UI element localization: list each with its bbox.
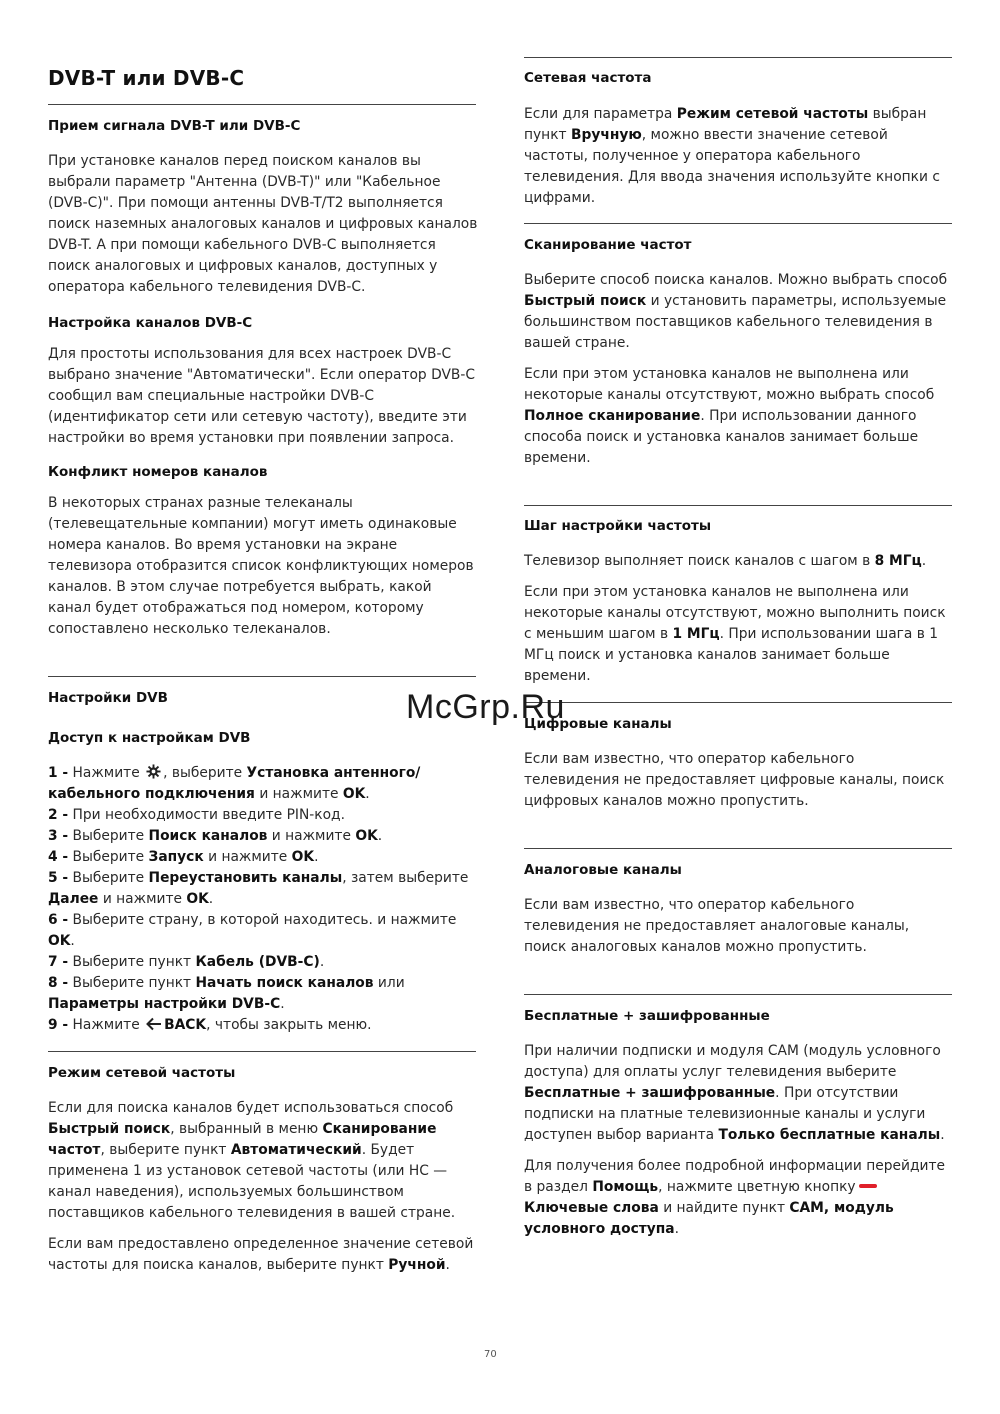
analog-text: Если вам известно, что оператор кабельного телевидения не предоставляет аналоговые каналы, поиск аналоговых каналов можно пропустить. xyxy=(524,897,910,955)
divider xyxy=(48,676,476,677)
divider xyxy=(524,848,952,849)
divider xyxy=(524,505,952,506)
scan-p2: Если при этом установка каналов не выполнена или некоторые каналы отсутствуют, можно выбрать способ Полное сканирование. При использовании данного способа поиск и установка каналов занимает больше времени. xyxy=(524,366,935,466)
step-heading: Шаг настройки частоты xyxy=(524,518,712,534)
setup-text: Для простоты использования для всех настроек DVB-C выбрано значение "Автоматически". Если оператор DVB-C сообщил вам специальные настройки DVB-C (идентификатор сети или сетевую частоту), введите эти настройки во время установки при появлении запроса. xyxy=(48,346,475,446)
step-p1: Телевизор выполняет поиск каналов с шагом в 8 МГц. xyxy=(524,553,927,569)
step-2: 2 - При необходимости введите PIN-код. xyxy=(48,807,345,823)
digital-heading: Цифровые каналы xyxy=(524,716,672,732)
step-p2: Если при этом установка каналов не выполнена или некоторые каналы отсутствуют, можно выполнить поиск с меньшим шагом в 1 МГц. При использовании шага в 1 МГц поиск и установка каналов занимает больше времени. xyxy=(524,584,946,684)
free-p1: При наличии подписки и модуля CAM (модуль условного доступа) для оплаты услуг телевидения выберите Бесплатные + зашифрованные. При отсутствии подписки на платные телевизионные каналы и услуги доступен выбор варианта Только бесплатные каналы. xyxy=(524,1043,945,1143)
watermark: McGrp.Ru xyxy=(406,688,565,726)
step-3: 3 - Выберите Поиск каналов и нажмите OK. xyxy=(48,828,383,844)
title-divider xyxy=(48,104,476,105)
step-4: 4 - Выберите Запуск и нажмите OK. xyxy=(48,849,319,865)
access-heading: Доступ к настройкам DVB xyxy=(48,730,251,746)
digital-text: Если вам известно, что оператор кабельного телевидения не предоставляет цифровые каналы, поиск цифровых каналов можно пропустить. xyxy=(524,751,945,809)
red-color-key-icon xyxy=(859,1184,877,1188)
divider xyxy=(524,994,952,995)
freq-mode-p2: Если вам предоставлено определенное значение сетевой частоты для поиска каналов, выберите пункт Ручной. xyxy=(48,1236,474,1273)
freq-mode-heading: Режим сетевой частоты xyxy=(48,1065,236,1081)
freq-mode-p1: Если для поиска каналов будет использоваться способ Быстрый поиск, выбранный в меню Сканирование частот, выберите пункт Автоматический. Будет применена 1 из установок сетевой частоты (или HC — канал наведения), используемых большинством поставщиков кабельного телевидения в вашей стране. xyxy=(48,1100,456,1221)
conflict-heading: Конфликт номеров каналов xyxy=(48,464,268,480)
scan-heading: Сканирование частот xyxy=(524,237,692,253)
scan-p1: Выберите способ поиска каналов. Можно выбрать способ Быстрый поиск и установить параметры, используемые большинством поставщиков кабельного телевидения в вашей стране. xyxy=(524,272,948,351)
reception-text: При установке каналов перед поиском каналов вы выбрали параметр "Антенна (DVB-T)" или "Кабельное (DVB-C)". При помощи антенны DVB-T/T2 выполняется поиск наземных аналоговых каналов и цифровых каналов DVB-T. А при помощи кабельного DVB-C выполняется поиск аналоговых и цифровых каналов, доступных у оператора кабельного телевидения DVB-C. xyxy=(48,153,478,295)
divider xyxy=(524,702,952,703)
step-9: 9 - Нажмите BACK, чтобы закрыть меню. xyxy=(48,1017,372,1033)
free-heading: Бесплатные + зашифрованные xyxy=(524,1008,770,1024)
back-arrow-icon xyxy=(146,1017,162,1031)
gear-icon xyxy=(146,764,161,779)
reception-heading: Прием сигнала DVB-T или DVB-C xyxy=(48,118,301,134)
dvb-settings-heading: Настройки DVB xyxy=(48,690,168,706)
step-8: 8 - Выберите пункт Начать поиск каналов или Параметры настройки DVB-C. xyxy=(48,975,405,1012)
conflict-text: В некоторых странах разные телеканалы (телевещательные компании) могут иметь одинаковые номера каналов. Во время установки на экране телевизора отобразится список конфликтующих номеров каналов. В этом случае потребуется выбрать, какой канал будет отображаться под номером, которому сопоставлено несколько телеканалов. xyxy=(48,495,474,637)
divider xyxy=(524,223,952,224)
page-title: DVB-T или DVB-C xyxy=(48,66,245,90)
analog-heading: Аналоговые каналы xyxy=(524,862,682,878)
step-1: 1 - Нажмите , выберите Установка антенного/кабельного подключения и нажмите OK. xyxy=(48,765,421,802)
access-steps xyxy=(48,763,478,1036)
page-number: 70 xyxy=(484,1349,497,1360)
step-6: 6 - Выберите страну, в которой находитесь. и нажмите OK. xyxy=(48,912,457,949)
setup-heading: Настройка каналов DVB-C xyxy=(48,315,253,331)
net-freq-heading: Сетевая частота xyxy=(524,70,652,86)
step-7: 7 - Выберите пункт Кабель (DVB-C). xyxy=(48,954,325,970)
divider xyxy=(48,1051,476,1052)
free-p2: Для получения более подробной информации перейдите в раздел Помощь, нажмите цветную кнопкуКлючевые слова и найдите пункт CAM, модуль условного доступа. xyxy=(524,1158,946,1237)
divider xyxy=(524,57,952,58)
step-5: 5 - Выберите Переустановить каналы, затем выберите Далее и нажмите OK. xyxy=(48,870,469,907)
net-freq-text: Если для параметра Режим сетевой частоты выбран пункт Вручную, можно ввести значение сетевой частоты, полученное у оператора кабельного телевидения. Для ввода значения используйте кнопки с цифрами. xyxy=(524,106,940,206)
